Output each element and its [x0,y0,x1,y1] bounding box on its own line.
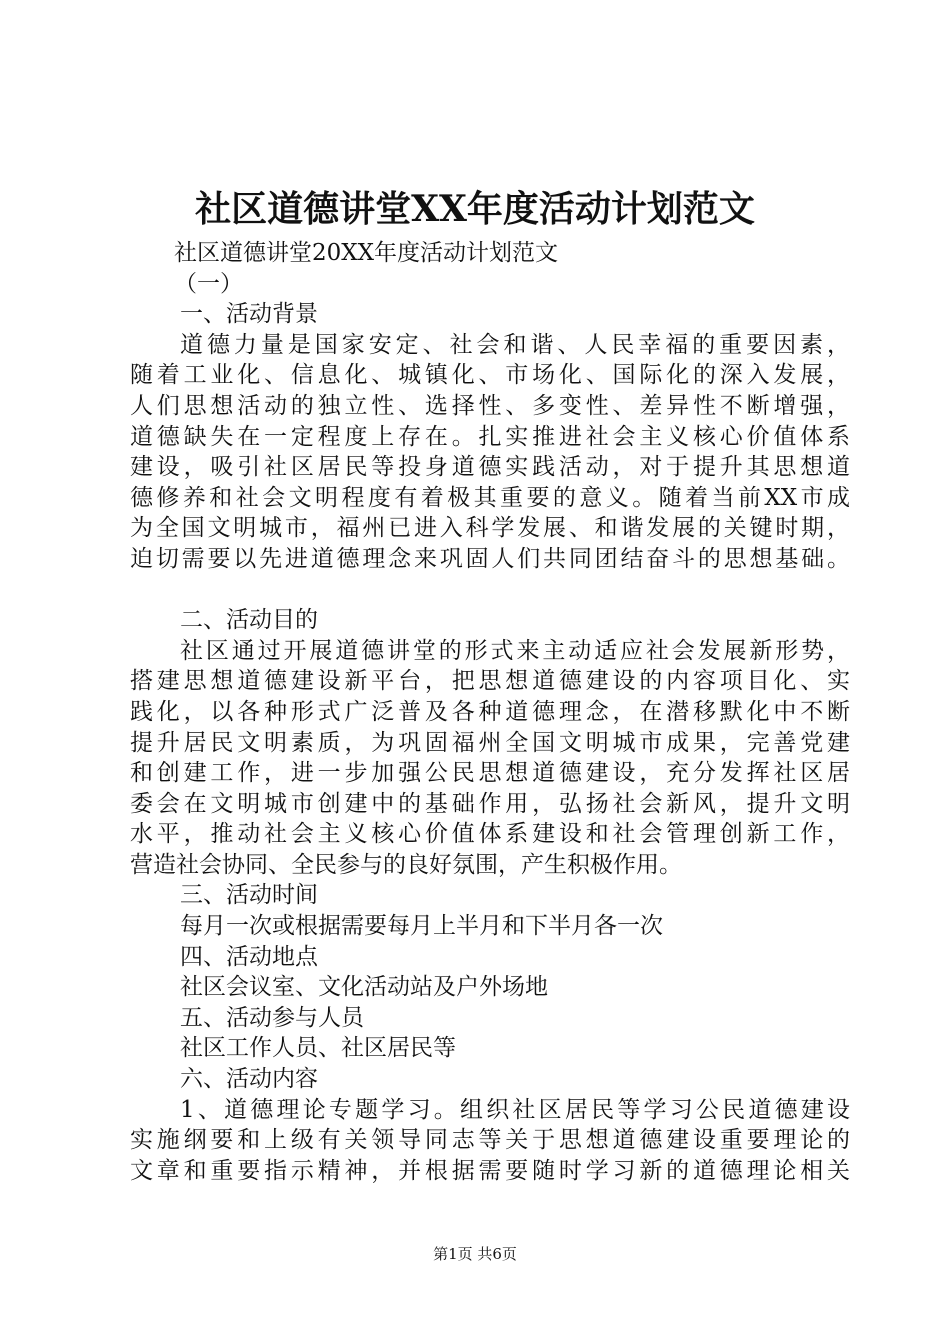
paragraph-line: 营造社会协同、全民参与的良好氛围，产生积极作用。 [130,851,682,878]
paragraph-line: 水平，推动社会主义核心价值体系建设和社会管理创新工作， [130,821,850,848]
paragraph-line: 提升居民文明素质，为巩固福州全国文明城市成果，完善党建 [130,729,850,756]
heading-time: 三、活动时间 [180,882,318,909]
paragraph-line: 文章和重要指示精神，并根据需要随时学习新的道德理论相关 [130,1157,850,1184]
paragraph-line: 委会在文明城市创建中的基础作用，弘扬社会新风，提升文明 [130,790,850,817]
paragraph-line: 社区通过开展道德讲堂的形式来主动适应社会发展新形势， [180,637,850,664]
paragraph-line: 迫切需要以先进道德理念来巩固人们共同团结奋斗的思想基础。 [130,545,850,572]
heading-participants: 五、活动参与人员 [180,1004,364,1031]
document-title: 社区道德讲堂XX年度活动计划范文 [195,188,755,230]
blank-line [130,575,850,606]
paragraph-line: 随着工业化、信息化、城镇化、市场化、国际化的深入发展， [130,362,850,389]
heading-content: 六、活动内容 [180,1066,318,1093]
paragraph-line: 和创建工作，进一步加强公民思想道德建设，充分发挥社区居 [130,760,850,787]
paragraph-line: 搭建思想道德建设新平台，把思想道德建设的内容项目化、实 [130,668,850,695]
paragraph-line: 1、道德理论专题学习。组织社区居民等学习公民道德建设 [180,1096,850,1123]
document-body [130,238,850,1186]
paragraph-line: 践化，以各种形式广泛普及各种道德理念，在潜移默化中不断 [130,698,850,725]
paragraph-line: 道德缺失在一定程度上存在。扎实推进社会主义核心价值体系 [130,423,850,450]
heading-location: 四、活动地点 [180,943,318,970]
paragraph-line: 社区会议室、文化活动站及户外场地 [180,974,548,1001]
heading-purpose: 二、活动目的 [180,607,318,634]
page-number-footer: 第1页 共6页 [433,1245,517,1263]
paragraph-line: 德修养和社会文明程度有着极其重要的意义。随着当前XX市成 [130,484,850,511]
paragraph-line: 道德力量是国家安定、社会和谐、人民幸福的重要因素， [180,331,850,358]
paragraph-line: 为全国文明城市，福州已进入科学发展、和谐发展的关键时期， [130,515,850,542]
paragraph-line: 建设，吸引社区居民等投身道德实践活动，对于提升其思想道 [130,454,850,481]
paragraph-line: 实施纲要和上级有关领导同志等关于思想道德建设重要理论的 [130,1127,850,1154]
paragraph-line: 人们思想活动的独立性、选择性、多变性、差异性不断增强， [130,392,850,419]
section-number: （一） [174,270,243,297]
subtitle-line: 社区道德讲堂20XX年度活动计划范文 [174,240,559,266]
paragraph-line: 社区工作人员、社区居民等 [180,1035,456,1062]
paragraph-line: 每月一次或根据需要每月上半月和下半月各一次 [180,913,663,940]
heading-background: 一、活动背景 [180,301,318,328]
